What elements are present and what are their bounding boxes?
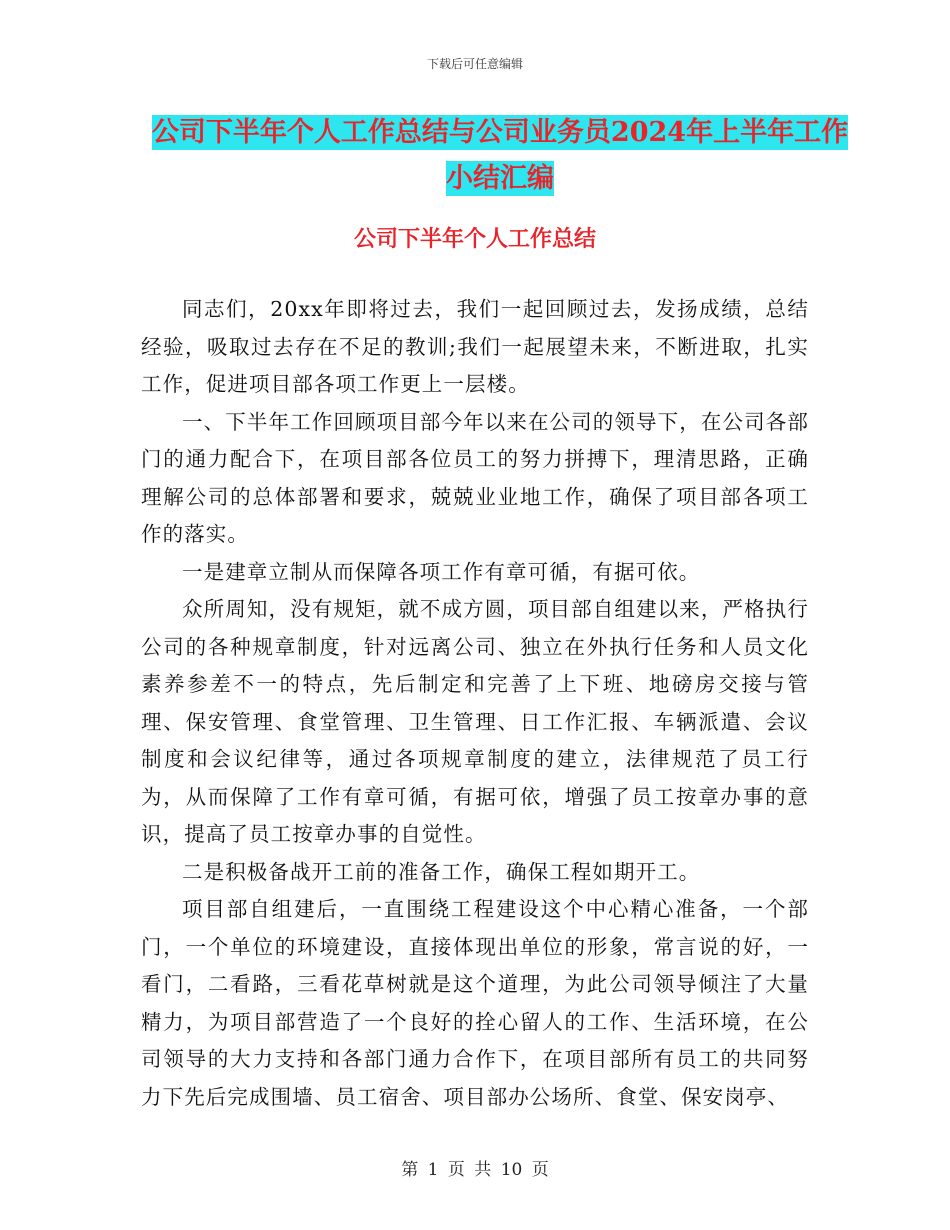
paragraph: 一是建章立制从而保障各项工作有章可循，有据可依。 [182,559,701,584]
document-title [140,110,860,202]
paragraph: 一、下半年工作回顾项目部今年以来在公司的领导下，在公司各部门的通力配合下，在项目部各位员工的努力拼搏下，理清思路，正确理解公司的总体部署和要求，兢兢业业地工作，确保了项目部各项工作的落实。 [141,409,809,546]
section-title: 公司下半年个人工作总结 [353,226,596,252]
document-body [141,291,809,1116]
paragraph: 同志们，20xx年即将过去，我们一起回顾过去，发扬成绩，总结经验，吸取过去存在不足的教训;我们一起展望未来，不断进取，扎实工作，促进项目部各项工作更上一层楼。 [141,297,809,396]
document-title-text: 公司下半年个人工作总结与公司业务员2024年上半年工作小结汇编 [151,117,849,194]
paragraph: 二是积极备战开工前的准备工作，确保工程如期开工。 [182,859,701,884]
page-number-footer: 第 1 页 共 10 页 [401,1160,549,1180]
header-note: 下载后可任意编辑 [426,57,523,71]
paragraph: 项目部自组建后，一直围绕工程建设这个中心精心准备，一个部门，一个单位的环境建设，直接体现出单位的形象，常言说的好，一看门，二看路，三看花草树就是这个道理，为此公司领导倾注了大量精力，为项目部营造了一个良好的拴心留人的工作、生活环境，在公司领导的大力支持和各部门通力合作下，在项目部所有员工的共同努力下先后完成围墙、员工宿舍、项目部办公场所、食堂、保安岗亭、 [141,897,809,1109]
paragraph: 众所周知，没有规矩，就不成方圆，项目部自组建以来，严格执行公司的各种规章制度，针对远离公司、独立在外执行任务和人员文化素养参差不一的特点，先后制定和完善了上下班、地磅房交接与管理、保安管理、食堂管理、卫生管理、日工作汇报、车辆派遣、会议制度和会议纪律等，通过各项规章制度的建立，法律规范了员工行为，从而保障了工作有章可循，有据可依，增强了员工按章办事的意识，提高了员工按章办事的自觉性。 [141,597,809,846]
